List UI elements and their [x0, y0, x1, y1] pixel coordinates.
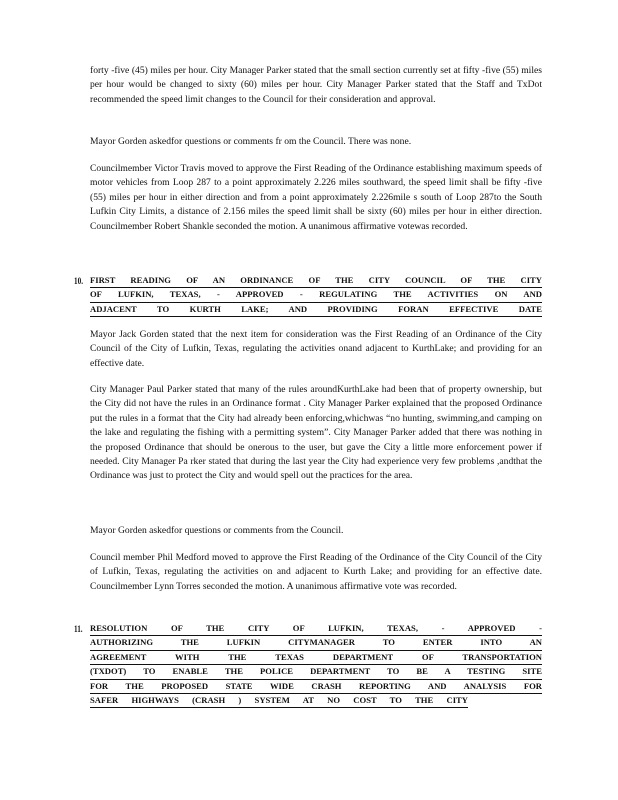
item-11-heading-line: FOR THE PROPOSED STATE WIDE CRASH REPORTING AND ANALYSIS FOR [90, 680, 542, 694]
item-11-heading-line: RESOLUTION OF THE CITY OF LUFKIN, TEXAS, - APPROVED - [90, 622, 542, 636]
item-number-11: 11. [74, 624, 83, 634]
item-10-heading-line: FIRST READING OF AN ORDINANCE OF THE CITY COUNCIL OF THE CITY [90, 274, 542, 288]
paragraph-parker-kurth-lake: City Manager Paul Parker stated that many of the rules aroundKurthLake had been that of property ownership, but the City did not have the rules in an Ordinance format . City Manager Parker explained that the proposed Ordinance put the rules in a format that the City had already been enforcing,whichwas “no hunting, swimming,and camping on the lake and regulating the fishing with a permitting system”. City Manager Parker added that there was nothing in the proposed Ordinance that should be onerous to the user, but gave the City a little more enforcement power if needed. City Manager Pa rker stated that during the last year the City had experience very few problems ,andthat the Ordinance was just to protect the City and would spell out the practices for the area. [90, 384, 542, 482]
paragraph-mayor-questions-1: Mayor Gorden askedfor questions or comments fr om the Council. There was none. [90, 136, 412, 147]
item-11-heading-line: AUTHORIZING THE LUFKIN CITYMANAGER TO ENTER INTO AN [90, 636, 542, 650]
item-10-heading-line: ADJACENT TO KURTH LAKE; AND PROVIDING FORAN EFFECTIVE DATE [90, 303, 542, 317]
item-10-heading-line: OF LUFKIN, TEXAS, - APPROVED - REGULATING THE ACTIVITIES ON AND [90, 288, 542, 302]
paragraph-speed-limit-details: forty -five (45) miles per hour. City Manager Parker stated that the small section currently set at fifty -five (55) miles per hour would be changed to sixty (60) miles per hour. City Manager Parker stated that the Staff and TxDot recommended the speed limit changes to the Council for their consideration and approval. [90, 65, 542, 105]
paragraph-travis-motion: Councilmember Victor Travis moved to approve the First Reading of the Ordinance establishing maximum speeds of motor vehicles from Loop 287 to a point approximately 2.226 miles southward, the speed limit shall be fifty -five (55) miles per hour in either direction and from a point approximately 2.226mile s south of Loop 287to the South Lufkin City Limits, a distance of 2.156 miles the speed limit shall be sixty (60) miles per hour in either direction. Councilmember Robert Shankle seconded the motion. A unanimous affirmative votewas recorded. [90, 163, 542, 232]
item-10-heading [90, 274, 542, 317]
item-11-heading [90, 622, 542, 708]
item-number-10: 10. [74, 276, 83, 286]
item-11-heading-line: AGREEMENT WITH THE TEXAS DEPARTMENT OF TRANSPORTATION [90, 651, 542, 665]
paragraph-gorden-kurth-lake: Mayor Jack Gorden stated that the next item for consideration was the First Reading of an Ordinance of the City Council of the City of Lufkin, Texas, regulating the activities onand adjacent to KurthLake; and providing for an effective date. [90, 329, 542, 369]
paragraph-mayor-questions-2: Mayor Gorden askedfor questions or comments from the Council. [90, 525, 344, 536]
item-11-heading-line: (TXDOT) TO ENABLE THE POLICE DEPARTMENT TO BE A TESTING SITE [90, 665, 542, 679]
paragraph-medford-motion: Council member Phil Medford moved to approve the First Reading of the Ordinance of the City Council of the City of Lufkin, Texas, regulating the activities on and adjacent to Kurth Lake; and providing for an effective date. Councilmember Lynn Torres seconded the motion. A unanimous affirmative vote was recorded. [90, 552, 542, 592]
item-11-heading-line: SAFER HIGHWAYS (CRASH ) SYSTEM AT NO COST TO THE CITY [90, 694, 468, 708]
